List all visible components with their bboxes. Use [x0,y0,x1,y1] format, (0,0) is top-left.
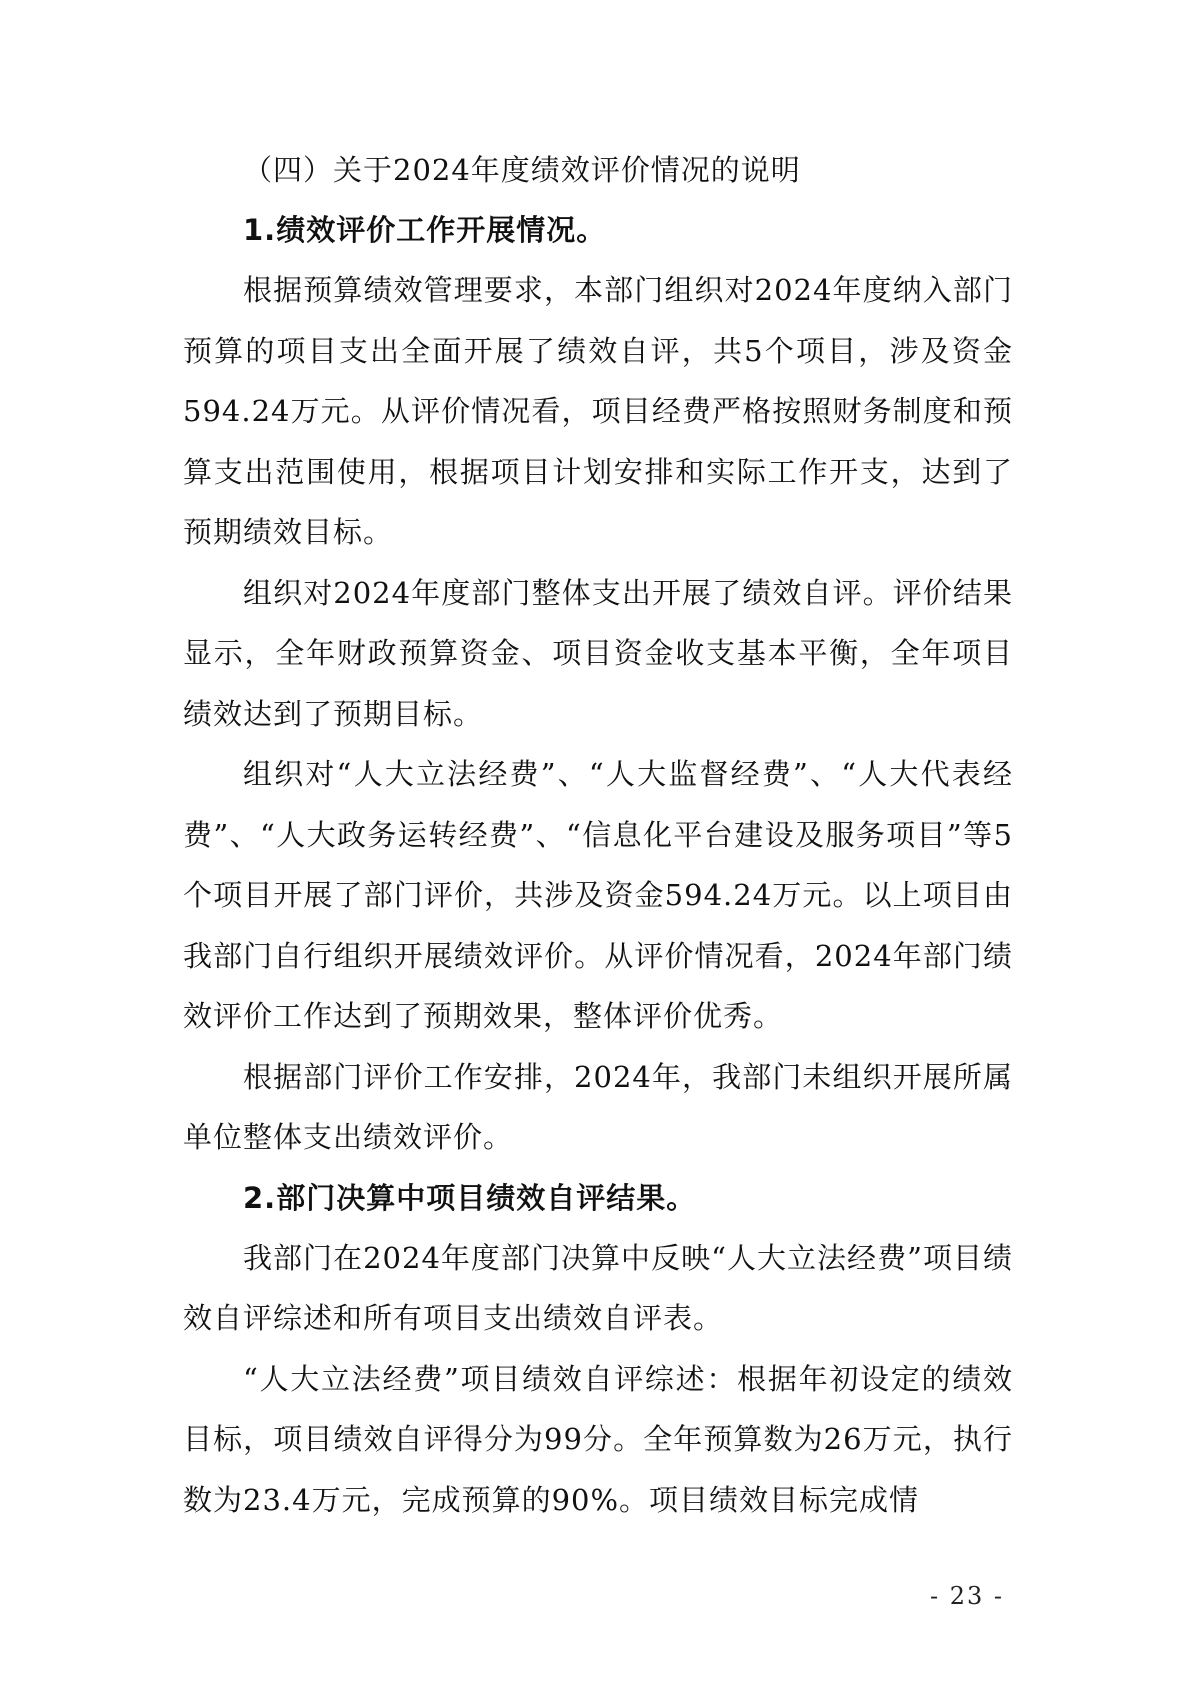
paragraph-overall-expenditure-evaluation: 组织对2024年度部门整体支出开展了绩效自评。评价结果显示，全年财政预算资金、项目资金收支基本平衡，全年项目绩效达到了预期目标。 [183,575,1013,731]
paragraph-legislation-funds-summary: “人大立法经费”项目绩效自评综述：根据年初设定的绩效目标，项目绩效自评得分为99分。全年预算数为26万元，执行数为23.4万元，完成预算的90%。项目绩效目标完成情 [183,1361,1013,1517]
subheading-self-evaluation-results: 2.部门决算中项目绩效自评结果。 [243,1180,697,1215]
paragraph-subordinate-units: 根据部门评价工作安排，2024年，我部门未组织开展所属单位整体支出绩效评价。 [183,1059,1013,1154]
page-number: - 23 - [930,1582,1005,1610]
paragraph-project-self-evaluation: 根据预算绩效管理要求，本部门组织对2024年度纳入部门预算的项目支出全面开展了绩效自评，共5个项目，涉及资金594.24万元。从评价情况看，项目经费严格按照财务制度和预算支出范围使用，根据项目计划安排和实际工作开支，达到了预期绩效目标。 [183,273,1013,549]
document-body [183,140,1013,1530]
paragraph-department-evaluation: 组织对“人大立法经费”、“人大监督经费”、“人大代表经费”、“人大政务运转经费”、“信息化平台建设及服务项目”等5个项目开展了部门评价，共涉及资金594.24万元。以上项目由我部门自行组织开展绩效评价。从评价情况看，2024年部门绩效评价工作达到了预期效果，整体评价优秀。 [183,757,1013,1033]
section-heading: （四）关于2024年度绩效评价情况的说明 [243,153,801,187]
paragraph-final-accounts: 我部门在2024年度部门决算中反映“人大立法经费”项目绩效自评综述和所有项目支出绩效自评表。 [183,1240,1013,1335]
subheading-performance-evaluation: 1.绩效评价工作开展情况。 [243,213,607,247]
